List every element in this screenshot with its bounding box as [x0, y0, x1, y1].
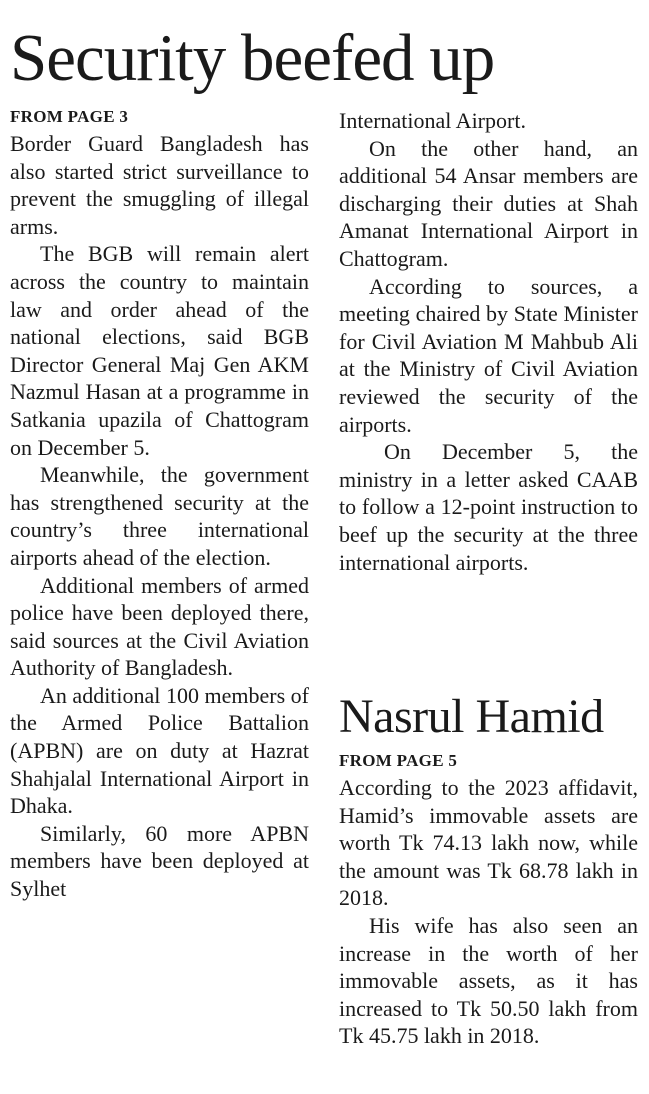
kicker-from-page-5: FROM PAGE 5 [339, 751, 458, 770]
paragraph: Similarly, 60 more APBN members have been deployed at Sylhet [10, 820, 309, 902]
paragraph: Meanwhile, the government has strengthened security at the country’s three international airports ahead of the election. [10, 462, 309, 570]
paragraph: On December 5, the ministry in a letter asked CAAB to follow a 12-point instruction to beef up the security at the three international airports. [339, 439, 638, 575]
paragraph: Border Guard Bangladesh has also started strict surveillance to prevent the smuggling of illegal arms. [10, 131, 309, 239]
paragraph: The BGB will remain alert across the country to maintain law and order ahead of the national elections, said BGB Director General Maj Gen AKM Nazmul Hasan at a programme in Satkania upazila of Chattogram on December 5. [10, 241, 309, 460]
paragraph: On the other hand, an additional 54 Ansar members are discharging their duties at Shah Amanat International Airport in Chattogram. [339, 135, 638, 271]
paragraph: An additional 100 members of the Armed Police Battalion (APBN) are on duty at Hazrat Shahjalal International Airport in Dhaka. [10, 682, 309, 819]
story1-right-column [339, 107, 638, 576]
story1-left-column [10, 104, 309, 903]
paragraph: According to the 2023 affidavit, Hamid’s immovable assets are worth Tk 74.13 lakh now, while the amount was Tk 68.78 lakh in 2018. [339, 775, 638, 911]
kicker-from-page-3: FROM PAGE 3 [10, 107, 129, 126]
headline-nasrul-hamid: Nasrul Hamid [339, 690, 604, 743]
story2-column [339, 748, 638, 1050]
paragraph: His wife has also seen an increase in the worth of her immovable assets, as it has increased to Tk 50.50 lakh from Tk 45.75 lakh in 2018. [339, 912, 638, 1049]
paragraph: Additional members of armed police have been deployed there, said sources at the Civil Aviation Authority of Bangladesh. [10, 572, 309, 681]
paragraph: International Airport. [339, 108, 526, 133]
headline-security: Security beefed up [10, 21, 495, 95]
paragraph: According to sources, a meeting chaired by State Minister for Civil Aviation M Mahbub Ali at the Ministry of Civil Aviation reviewed the security of the airports. [339, 273, 638, 437]
